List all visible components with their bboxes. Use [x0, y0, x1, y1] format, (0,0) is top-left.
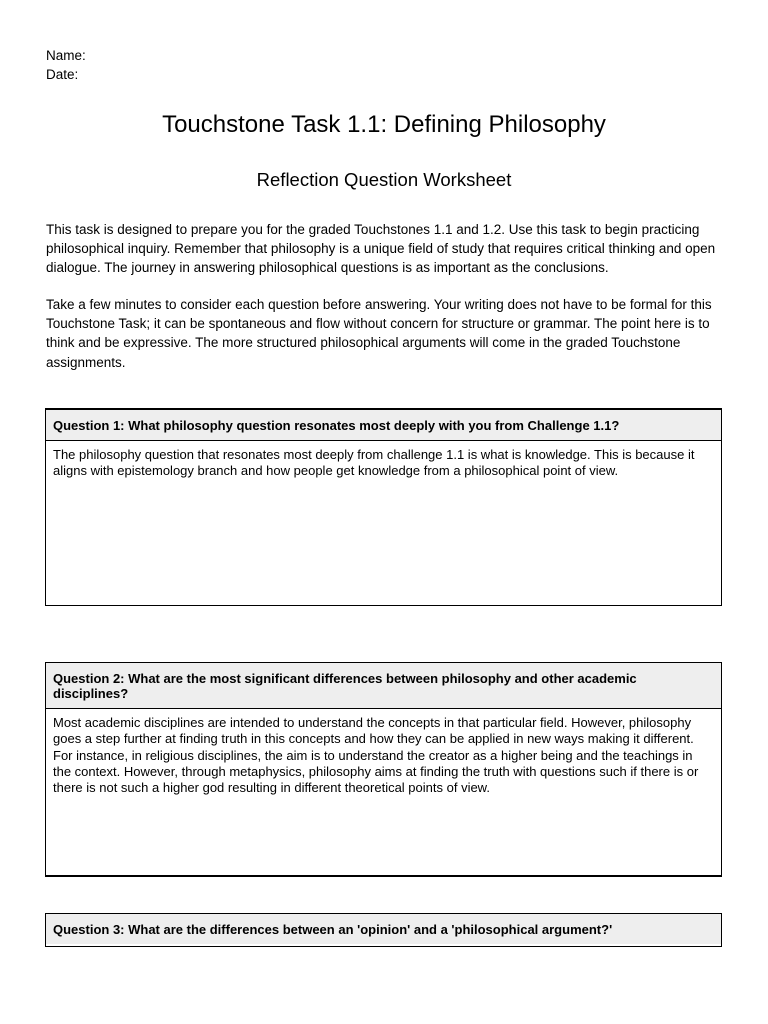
question-1-answer[interactable]: The philosophy question that resonates most deeply from challenge 1.1 is what is knowledge. This is because it aligns with epistemology branch and how people get knowledge from a philosophical point of view.	[53, 447, 695, 479]
name-label: Name:	[46, 48, 86, 63]
question-box-3	[45, 913, 722, 947]
intro-paragraph-2: Take a few minutes to consider each question before answering. Your writing does not have to be formal for this Touchstone Task; it can be spontaneous and flow without concern for structure or grammar. The point here is to think and be expressive. The more structured philosophical arguments will come in the graded Touchstone assignments.	[46, 297, 712, 370]
page-subtitle: Reflection Question Worksheet	[256, 169, 512, 190]
question-box-2	[45, 662, 722, 877]
question-3-heading: Question 3: What are the differences between an 'opinion' and a 'philosophical argument?'	[46, 914, 721, 944]
question-box-1	[45, 408, 722, 606]
page-title: Touchstone Task 1.1: Defining Philosophy	[162, 111, 606, 138]
intro-paragraph-1: This task is designed to prepare you for the graded Touchstones 1.1 and 1.2. Use this task to begin practicing philosophical inquiry. Remember that philosophy is a unique field of study that requires critical thinking and open dialogue. The journey in answering philosophical questions is as important as the conclusions.	[46, 222, 716, 276]
header-meta	[46, 46, 86, 84]
question-2-answer[interactable]: Most academic disciplines are intended to understand the concepts in that particular field. However, philosophy goes a step further at finding truth in this concepts and how they can be applied in new ways making it different. For instance, in religious disciplines, the aim is to understand the creator as a higher being and the teachings in the context. However, through metaphysics, philosophy aims at finding the truth with questions such if there is or there is not such a higher god resulting in different theoretical points of view.	[53, 715, 699, 796]
date-label: Date:	[46, 67, 79, 82]
question-2-heading: Question 2: What are the most significant differences between philosophy and other academic disciplines?	[46, 663, 721, 709]
question-1-heading: Question 1: What philosophy question resonates most deeply with you from Challenge 1.1?	[46, 410, 721, 441]
